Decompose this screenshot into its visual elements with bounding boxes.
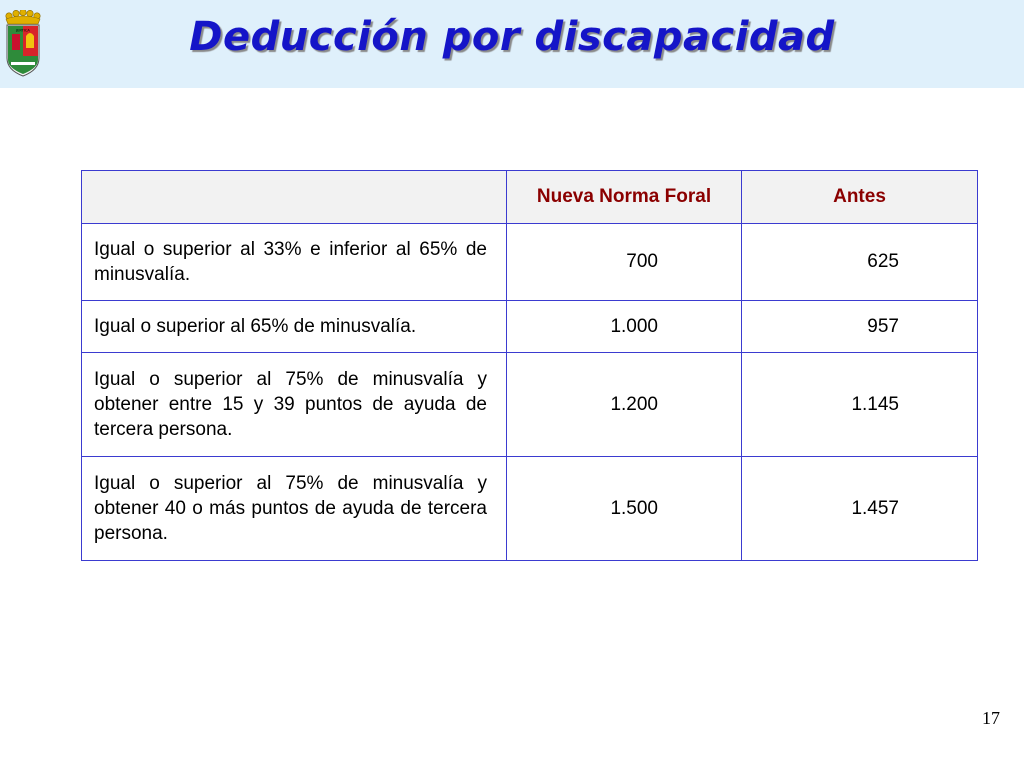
row-label: Igual o superior al 75% de minusvalía y obtener entre 15 y 39 puntos de ayuda de tercera persona. xyxy=(82,353,507,457)
column-header-nueva-norma-foral: Nueva Norma Foral xyxy=(507,171,742,224)
value-nueva: 1.500 xyxy=(507,457,742,561)
table-row xyxy=(82,224,978,301)
value-antes: 1.457 xyxy=(742,457,978,561)
deduction-table xyxy=(81,170,978,561)
table-header-row xyxy=(82,171,978,224)
logo-text: JERTICA xyxy=(16,28,30,33)
value-antes: 957 xyxy=(742,301,978,353)
column-header-antes: Antes xyxy=(742,171,978,224)
table-row xyxy=(82,457,978,561)
row-label: Igual o superior al 65% de minusvalía. xyxy=(82,301,507,353)
value-antes: 625 xyxy=(742,224,978,301)
row-label: Igual o superior al 75% de minusvalía y obtener 40 o más puntos de ayuda de tercera persona. xyxy=(82,457,507,561)
table-row xyxy=(82,353,978,457)
table-row xyxy=(82,301,978,353)
value-nueva: 700 xyxy=(507,224,742,301)
slide-title: Deducción por discapacidad xyxy=(189,14,835,60)
value-antes: 1.145 xyxy=(742,353,978,457)
page-number: 17 xyxy=(982,708,1000,728)
row-label: Igual o superior al 33% e inferior al 65% de minusvalía. xyxy=(82,224,507,301)
value-nueva: 1.000 xyxy=(507,301,742,353)
column-header-empty xyxy=(82,171,507,224)
value-nueva: 1.200 xyxy=(507,353,742,457)
